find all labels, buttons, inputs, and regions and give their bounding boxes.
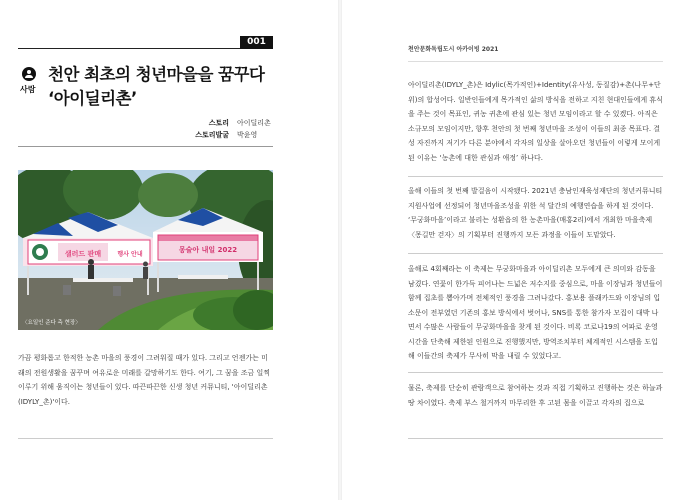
paragraph-divider	[408, 253, 663, 254]
bottom-divider	[408, 438, 663, 439]
page-number-badge: 001	[240, 36, 273, 49]
banner-text-event: 행사 안내	[117, 251, 143, 258]
paragraph-4: 물론, 축제를 단순히 관람객으로 참여하는 것과 직접 기획하고 진행하는 것은 하늘과 땅 차이였다. 축제 부스 철거까지 마무리한 후 고된 몸을 이끌고 각자의 집으로	[408, 384, 663, 407]
article-title-line2: ‘아이딜리촌’	[48, 89, 137, 108]
banner-text-festival: 몽술아 내일 2022	[178, 246, 238, 254]
festival-photo	[18, 170, 273, 330]
book-gutter	[338, 0, 342, 500]
credit-row-story	[150, 117, 273, 129]
credits	[150, 117, 273, 141]
paragraph-divider	[408, 176, 663, 177]
running-header: 천안문화독립도시 아카이빙 2021	[408, 46, 499, 53]
person-icon	[22, 67, 36, 81]
credit-key: 스토리발굴	[195, 131, 229, 139]
photo-caption: 〈요일인 준다 측 현장〉	[22, 320, 81, 326]
bottom-divider	[18, 438, 273, 439]
article-title-line1: 천안 최초의 청년마을을 꿈꾸다	[48, 65, 265, 84]
credit-value: 박윤영	[237, 131, 258, 139]
paragraph-3: 올해로 4회째라는 이 축제는 무궁화마을과 아이딜리촌 모두에게 큰 의미와 감동을 남겼다. 연꽃이 한가득 피어나는 드넓은 저수지를 중심으로, 마을 이장님과 청년들이 함께 집초를 뽑아가며 전체적인 풍경을 그려나갔다. 홍보용 플래카드와 이장님의 입소문이 전부였던 기존의 홍보 방식에서 벗어나, SNS를 통한 참가자 모집이 대박 나면서 수많은 사람들이 무궁화마을을 찾게 된 것이다. 비록 코로나19의 여파로 운영시간을 단축해 제한된 인원으로 진행했지만, 방역조치부터 체계적인 시스템을 도입해 이들간의 축제가 무사히 막을 내릴 수 있었다고.	[408, 265, 663, 360]
section-label: 사람	[20, 85, 36, 94]
article-title	[48, 63, 288, 111]
page-top-rule	[18, 48, 273, 49]
header-divider	[18, 146, 273, 147]
credit-row-discovery	[150, 129, 273, 141]
right-page	[340, 0, 680, 500]
paragraph-2: 올해 이들의 첫 번째 발걸음이 시작됐다. 2021년 충남인재육성재단의 청년커뮤니티지원사업에 선정되어 청년마을조성을 위한 석 달간의 예행연습을 하게 된 것이다. ‘무궁화마을’이라고 불리는 성환읍의 한 농촌마을(매홍2리)에서 개최한 마을축제 〈몽길만 걷자〉의 기획부터 진행까지 모든 과정을 이들이 도맡았다.	[408, 187, 663, 239]
paragraph-divider	[408, 372, 663, 373]
intro-paragraph: 가끔 평화롭고 한적한 농촌 마을의 풍경이 그려워질 때가 있다. 그리고 언젠가는 미래의 전원생활을 꿈꾸며 여유로운 미래를 갈망하기도 한다. 여기, 그 꿈을 조금 일찍 이루기 위해 움직이는 청년들이 있다. 따끈따끈한 신생 청년 커뮤니티, '아이딜리촌(IDYLY_촌)'이다.	[18, 354, 271, 406]
banner-text-salad: 샐러드 판매	[64, 250, 102, 258]
paragraph-1: 아이딜리촌(IDYLY_촌)은 Idylic(목가적인)+Identity(유사성, 동질감)+촌(나무+단위)의 합성어다. 일반인들에게 목가적인 삶의 방식을 전하고 지친 현대인들에게 휴식을 주는 것이 목표인, 귀농 귀촌에 관심 있는 청년 모임이라고 할 수 있겠다. 아직은 소규모의 모임이지만, 향후 천안의 첫 번째 청년마을 조성이 이들의 최종 목표다. 결성 자진까지 저기가 다른 분야에서 각자의 일상을 살아오던 청년들이 이렇게 모이게 된 이유는 ‘농촌에 대한 관심과 애정’ 하나다.	[408, 81, 663, 162]
right-top-rule	[408, 61, 663, 62]
credit-value: 아이딜리촌	[237, 119, 271, 127]
credit-key: 스토리	[208, 119, 229, 127]
